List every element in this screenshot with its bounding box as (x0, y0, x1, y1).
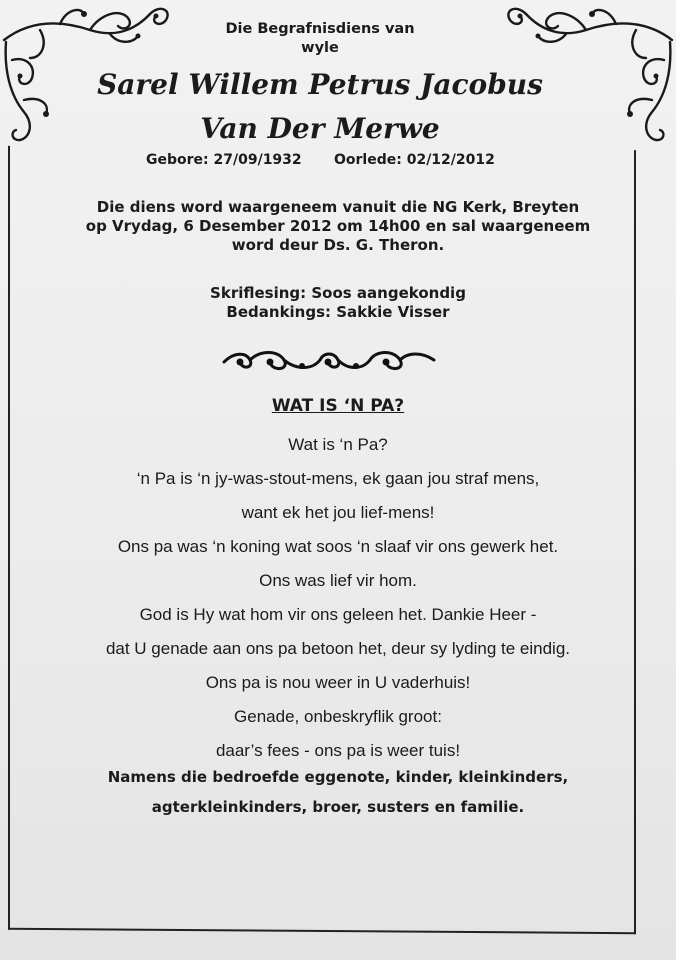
deceased-name-line-1: Sarel Willem Petrus Jacobus (97, 68, 543, 101)
scripture-reading: Skriflesing: Soos aangekondig (210, 284, 466, 302)
poem-line: Wat is ‘n Pa? (288, 435, 388, 454)
death-date: Oorlede: 02/12/2012 (334, 152, 495, 168)
poem-line: Ons pa is nou weer in U vaderhuis! (205, 673, 471, 692)
intro-line-2: wyle (301, 40, 339, 56)
acknowledgements: Bedankings: Sakkie Visser (226, 303, 450, 321)
poem-line: Ons was lief vir hom. (259, 571, 417, 590)
poem-line: ‘n Pa is ‘n jy-was-stout-mens, ek gaan jou straf mens, (136, 469, 540, 488)
poem-line: daar’s fees - ons pa is weer tuis! (215, 741, 461, 760)
poem-title: WAT IS ‘N PA? (271, 396, 405, 416)
service-line-3: word deur Ds. G. Theron. (231, 236, 445, 254)
family-closing (0, 762, 676, 822)
poem-line: dat U genade aan ons pa betoon het, deur sy lyding te eindig. (105, 639, 571, 658)
poem-line: Genade, onbeskryflik groot: (234, 707, 442, 726)
closing-line-2: agterkleinkinders, broer, susters en familie. (151, 798, 525, 816)
poem-body (0, 428, 676, 768)
service-details (0, 198, 676, 255)
divider-ornament (220, 346, 438, 374)
poem-line: Ons pa was ‘n koning wat soos ‘n slaaf vir ons gewerk het. (117, 537, 559, 556)
intro-line-1: Die Begrafnisdiens van (225, 21, 415, 37)
birth-date: Gebore: 27/09/1932 (146, 152, 302, 168)
closing-line-1: Namens die bedroefde eggenote, kinder, kleinkinders, (107, 768, 569, 786)
poem-line: God is Hy wat hom vir ons geleen het. Dankie Heer - (139, 605, 537, 624)
service-line-1: Die diens word waargeneem vanuit die NG Kerk, Breyten (96, 198, 580, 216)
service-intro (0, 20, 640, 58)
poem-line: want ek het jou lief-mens! (241, 503, 435, 522)
readings-and-thanks (0, 284, 676, 322)
service-line-2: op Vrydag, 6 Desember 2012 om 14h00 en sal waargeneem (85, 217, 591, 235)
deceased-name-line-2: Van Der Merwe (200, 112, 440, 145)
